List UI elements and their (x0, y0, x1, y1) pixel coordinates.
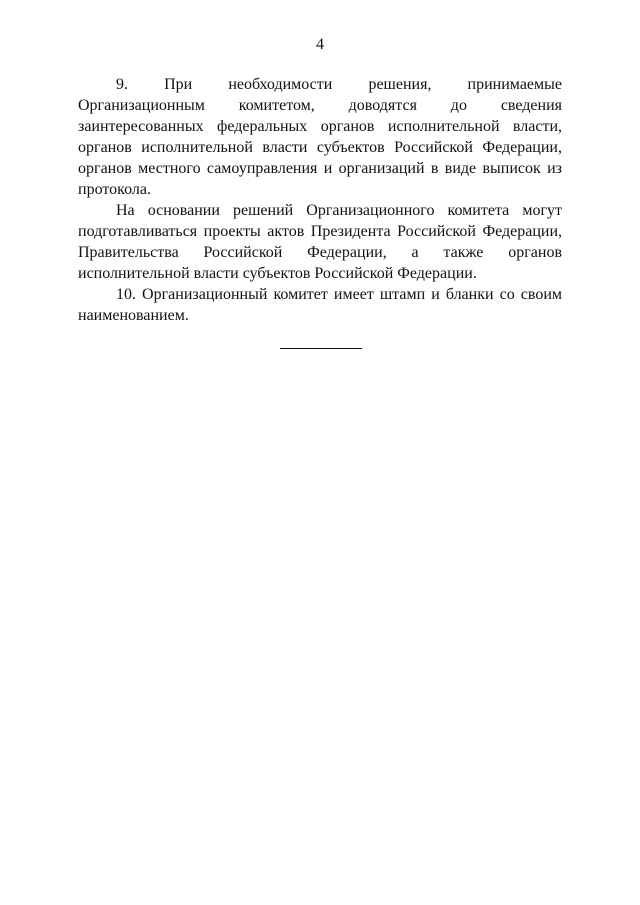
paragraph-drafts-basis: На основании решений Организационного комитета могут подготавливаться проекты актов Президента Российской Федерации, Правительства Российской Федерации, а также органов исполнительной власти субъектов Российской Федерации. (78, 202, 562, 282)
end-of-document-rule (280, 348, 362, 349)
page-number: 4 (316, 36, 324, 53)
paragraph-item-10: 10. Организационный комитет имеет штамп и бланки со своим наименованием. (78, 286, 562, 324)
paragraph-item-9: 9. При необходимости решения, принимаемые Организационным комитетом, доводятся до сведения заинтересованных федеральных органов исполнительной власти, органов исполнительной власти субъектов Российской Федерации, органов местного самоуправления и организаций в виде выписок из протокола. (78, 76, 562, 198)
document-body (78, 74, 562, 326)
